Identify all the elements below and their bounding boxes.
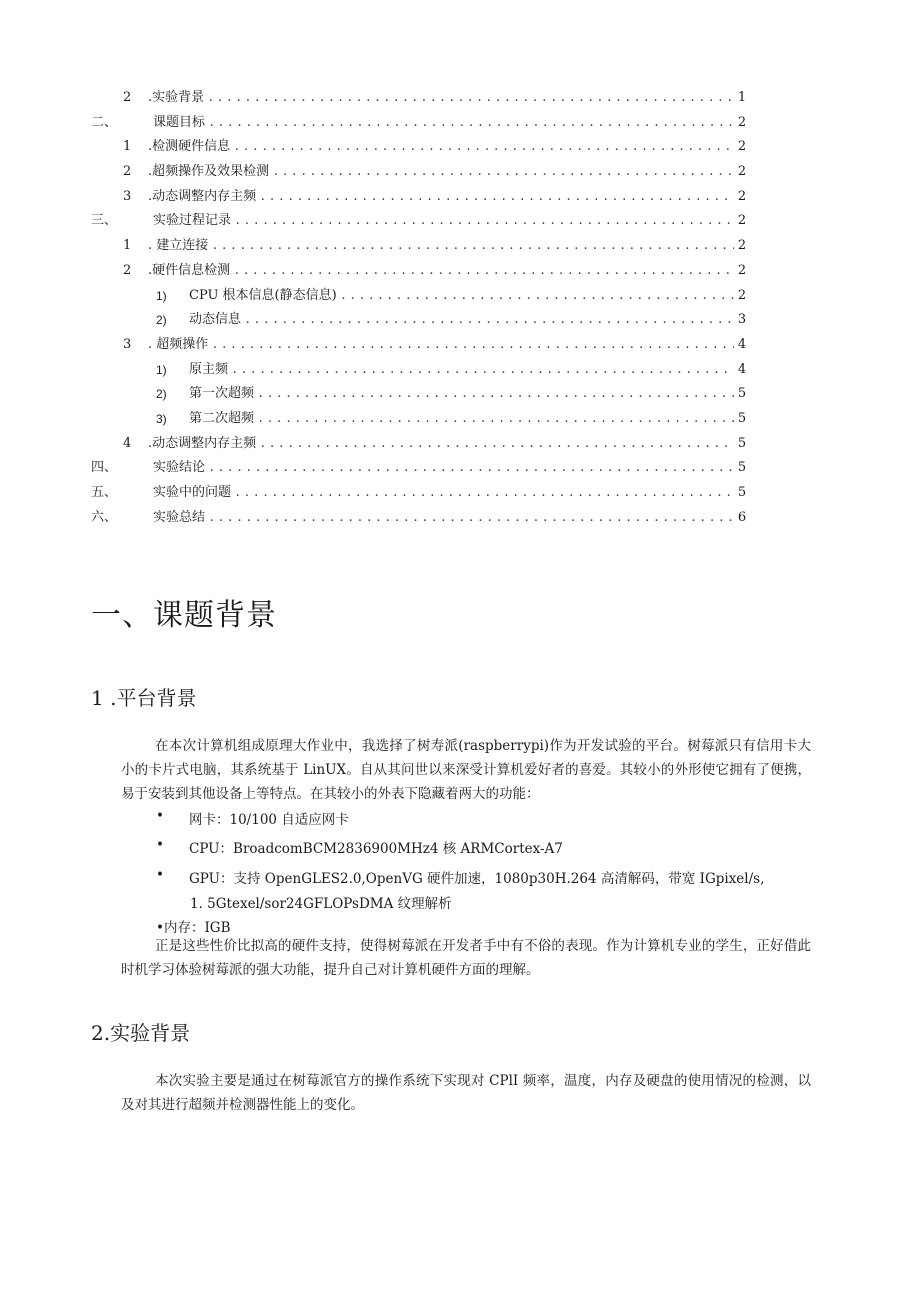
toc-page: 2 bbox=[737, 213, 747, 229]
toc-title: 第二次超频 . . . bbox=[189, 407, 734, 432]
toc-number: 二、 bbox=[91, 114, 118, 130]
toc-number: 六、 bbox=[91, 509, 118, 525]
toc-title: . 建立连接 . . . bbox=[148, 234, 734, 259]
toc-entry[interactable] bbox=[0, 382, 920, 407]
toc-number: 四、 bbox=[91, 460, 118, 476]
toc-page: 2 bbox=[737, 262, 747, 278]
paragraph: 正是这些性价比拟高的硬件支持，使得树莓派在开发者手中有不俗的表现。作为计算机专业的学生，正好借此时机学习体验树莓派的强大功能，提升自己对计算机硬件方面的理解。 bbox=[121, 938, 811, 978]
toc-number: 2) bbox=[156, 313, 167, 328]
spec-gpu: GPU：支持 OpenGLES2.0,OpenVG 硬件加速，1080p30H.264 高清解码，带宽 IGpixel/s, bbox=[189, 871, 765, 887]
toc-title: CPU 根本信息(静态信息) . . . bbox=[189, 284, 734, 309]
toc-number: 3) bbox=[156, 411, 167, 426]
toc-entry[interactable] bbox=[0, 432, 920, 457]
toc-title: 实验中的问题 . . . bbox=[153, 481, 734, 506]
toc-entry[interactable] bbox=[0, 407, 920, 432]
toc-page: 5 bbox=[737, 485, 747, 500]
section-title: 2.实验背景 bbox=[91, 1021, 191, 1045]
bullet-icon: • bbox=[156, 808, 164, 824]
toc-title: 动态信息 . . . bbox=[189, 308, 734, 333]
toc-title: 实验过程记录 . . . bbox=[153, 209, 734, 234]
toc-page: 5 bbox=[737, 460, 747, 476]
toc-entry[interactable] bbox=[0, 456, 920, 481]
toc-number: 五、 bbox=[91, 485, 118, 500]
paragraph: 在本次计算机组成原理大作业中，我选择了树寿派(raspberrypi)作为开发试验的平台。树莓派只有信用卡大小的卡片式电脑，其系统基于 LinUX。自从其问世以来深受计算机爱好者的喜爱。其较小的外形使它拥有了便携，易于安装到其他设备上等特点。在其较小的外表下隐藏着两大的功能： bbox=[121, 738, 811, 802]
toc-title: .检测硬件信息 . . . bbox=[148, 135, 734, 160]
toc-number: 1 bbox=[123, 238, 132, 254]
toc-title: 原主频 . . . bbox=[189, 358, 734, 383]
toc-entry[interactable] bbox=[0, 185, 920, 210]
spec-cpu: CPU：BroadcomBCM2836900MHz4 核 ARMCortex-A7 bbox=[189, 841, 563, 857]
toc-title: 实验结论 . . . bbox=[153, 456, 734, 481]
toc-title: .硬件信息检测 . . . bbox=[148, 259, 734, 284]
toc-page: 6 bbox=[737, 509, 747, 525]
toc-entry[interactable] bbox=[0, 111, 920, 136]
toc-page: 2 bbox=[737, 188, 747, 204]
spec-gpu-continuation: 1. 5Gtexel/sor24GFLOPsDMA 纹理解析 bbox=[190, 896, 452, 912]
toc-entry[interactable] bbox=[0, 333, 920, 358]
toc-entry[interactable] bbox=[0, 506, 920, 531]
paragraph: 本次实验主要是通过在树莓派官方的操作系统下实现对 CPlI 频率，温度，内存及硬盘的使用情况的检测，以及对其进行超频并检测器性能上的变化。 bbox=[121, 1073, 811, 1113]
toc-page: 1 bbox=[737, 90, 747, 105]
toc-page: 2 bbox=[737, 238, 747, 254]
spec-memory: •内存：IGB bbox=[156, 920, 231, 936]
toc-title: 实验总结 . . . bbox=[153, 506, 734, 531]
toc-entry[interactable] bbox=[0, 481, 920, 506]
table-of-contents bbox=[0, 86, 920, 530]
toc-number: 2 bbox=[123, 90, 132, 105]
toc-page: 2 bbox=[737, 164, 747, 180]
toc-entry[interactable] bbox=[0, 86, 920, 111]
toc-entry[interactable] bbox=[0, 135, 920, 160]
toc-page: 2 bbox=[737, 287, 747, 303]
toc-entry[interactable] bbox=[0, 209, 920, 234]
toc-number: 2) bbox=[156, 387, 167, 402]
toc-page: 4 bbox=[737, 361, 747, 377]
toc-entry[interactable] bbox=[0, 160, 920, 185]
toc-number: 3 bbox=[123, 188, 132, 204]
toc-number: 2 bbox=[123, 164, 132, 180]
toc-title: 第一次超频 . . . bbox=[189, 382, 734, 407]
bullet-icon: • bbox=[156, 867, 164, 883]
toc-number: 4 bbox=[123, 435, 132, 451]
toc-number: 三、 bbox=[91, 213, 118, 229]
section-title: 1 .平台背景 bbox=[91, 686, 197, 710]
toc-page: 5 bbox=[737, 410, 747, 426]
toc-page: 4 bbox=[737, 336, 747, 352]
spec-network-card: 网卡：10/100 自适应网卡 bbox=[189, 812, 349, 828]
toc-entry[interactable] bbox=[0, 358, 920, 383]
toc-number: 1) bbox=[156, 362, 167, 377]
chapter-title: 一、课题背景 bbox=[91, 598, 277, 633]
toc-page: 2 bbox=[737, 114, 747, 130]
toc-entry[interactable] bbox=[0, 259, 920, 284]
toc-page: 5 bbox=[737, 386, 747, 402]
toc-title: .动态调整内存主频 . . . bbox=[148, 432, 734, 457]
toc-entry[interactable] bbox=[0, 308, 920, 333]
toc-page: 3 bbox=[737, 312, 747, 328]
toc-page: 5 bbox=[737, 435, 747, 451]
bullet-icon: • bbox=[156, 837, 164, 853]
toc-number: 2 bbox=[123, 262, 132, 278]
toc-page: 2 bbox=[737, 139, 747, 155]
toc-title: .动态调整内存主频 . . . bbox=[148, 185, 734, 210]
toc-number: 1) bbox=[156, 288, 167, 303]
toc-entry[interactable] bbox=[0, 284, 920, 309]
toc-title: .超频操作及效果检测 . . . bbox=[148, 160, 734, 185]
toc-title: .实验背景 . . . bbox=[148, 86, 734, 111]
toc-title: . 超频操作 . . . bbox=[148, 333, 734, 358]
toc-number: 1 bbox=[123, 139, 132, 155]
toc-title: 课题目标 . . . bbox=[153, 111, 734, 136]
toc-number: 3 bbox=[123, 336, 132, 352]
toc-entry[interactable] bbox=[0, 234, 920, 259]
